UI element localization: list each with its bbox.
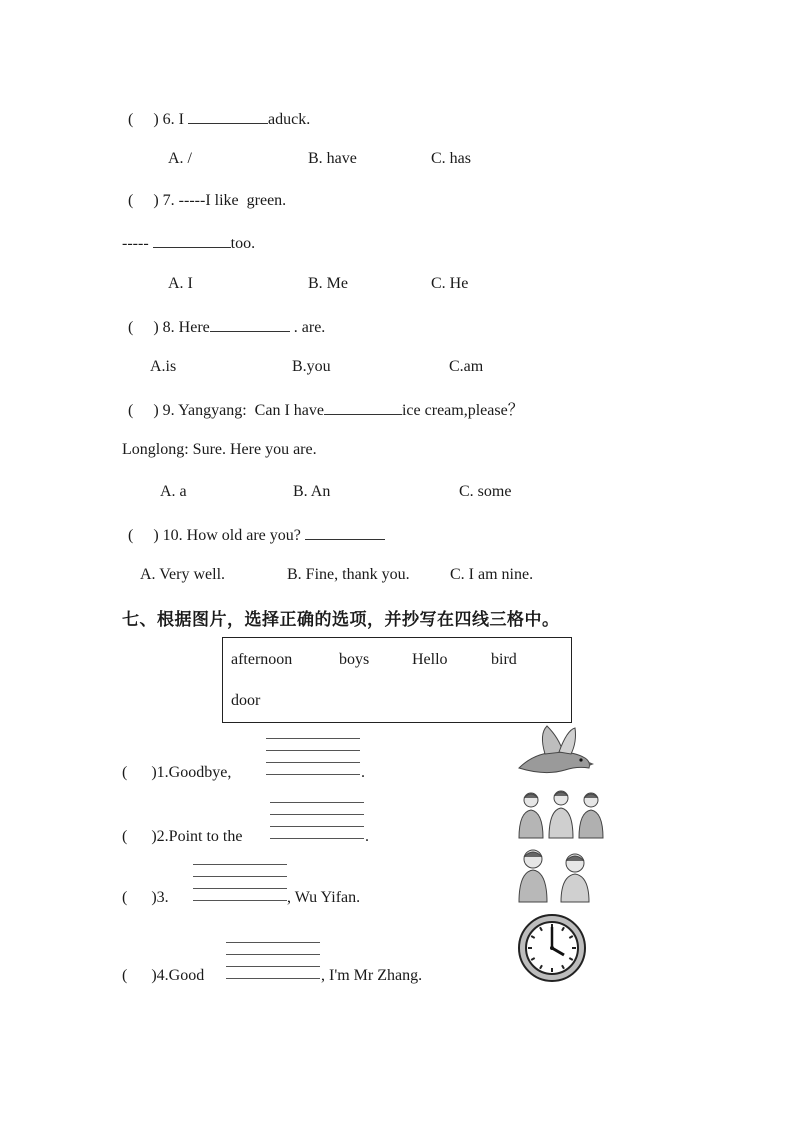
answer-paren[interactable]: ( ) (122, 967, 157, 984)
answer-paren[interactable]: ( ) (128, 402, 159, 419)
option-c: C. has (431, 150, 471, 167)
four-line-grid[interactable] (193, 864, 287, 902)
question-8: ( ) 8. Here . are. (128, 316, 325, 338)
clock-icon (516, 912, 588, 984)
picture-item-3: ( )3. (122, 889, 169, 906)
option-b: B. An (293, 483, 331, 500)
question-7: ( ) 7. -----I like green. (128, 192, 287, 209)
option-c: C. He (431, 275, 469, 292)
answer-paren[interactable]: ( ) (122, 828, 157, 845)
four-line-grid[interactable] (266, 738, 360, 776)
word-bank (222, 637, 572, 723)
question-9: ( ) 9. Yangyang: Can I have ice cream,please？ (128, 399, 524, 421)
answer-paren[interactable]: ( ) (122, 764, 157, 781)
option-a: A. I (168, 275, 193, 292)
answer-blank[interactable] (153, 232, 231, 248)
word-afternoon: afternoon (231, 651, 293, 668)
four-line-grid[interactable] (226, 942, 320, 980)
option-b: B.you (292, 358, 331, 375)
picture-item-4: ( )4.Good (122, 967, 205, 984)
option-a: A.is (150, 358, 177, 375)
item-2-end: . (365, 828, 369, 845)
four-line-grid[interactable] (270, 802, 364, 840)
greeting-boys-icon (515, 846, 593, 904)
item-4-end: , I'm Mr Zhang. (321, 967, 423, 984)
word-hello: Hello (412, 651, 448, 668)
section-heading: 七、根据图片，选择正确的选项，并抄写在四线三格中。 (122, 610, 560, 630)
answer-paren[interactable]: ( ) (122, 889, 157, 906)
item-3-end: , Wu Yifan. (287, 889, 361, 906)
question-7-line-2: ----- too. (122, 232, 255, 254)
option-c: C. some (459, 483, 512, 500)
word-door: door (231, 692, 261, 709)
option-a: A. Very well. (140, 566, 226, 583)
item-1-end: . (361, 764, 365, 781)
answer-paren[interactable]: ( ) (128, 527, 159, 544)
question-6: ( ) 6. I aduck. (128, 108, 310, 130)
picture-item-2: ( )2.Point to the (122, 828, 243, 845)
bird-icon (515, 722, 595, 780)
option-b: B. Me (308, 275, 348, 292)
option-c: C.am (449, 358, 484, 375)
question-10: ( ) 10. How old are you? (128, 524, 385, 546)
answer-blank[interactable] (305, 524, 385, 540)
answer-blank[interactable] (188, 108, 268, 124)
answer-paren[interactable]: ( ) (128, 319, 159, 336)
picture-item-1: ( )1.Goodbye, (122, 764, 232, 781)
option-b: B. have (308, 150, 357, 167)
option-a: A. a (160, 483, 187, 500)
answer-paren[interactable]: ( ) (128, 111, 159, 128)
option-b: B. Fine, thank you. (287, 566, 410, 583)
option-c: C. I am nine. (450, 566, 534, 583)
answer-paren[interactable]: ( ) (128, 192, 159, 209)
word-boys: boys (339, 651, 370, 668)
question-9-line-2: Longlong: Sure. Here you are. (122, 441, 317, 458)
answer-blank[interactable] (210, 316, 290, 332)
option-a: A. / (168, 150, 192, 167)
boys-icon (515, 788, 607, 840)
answer-blank[interactable] (324, 399, 402, 415)
word-bird: bird (491, 651, 517, 668)
